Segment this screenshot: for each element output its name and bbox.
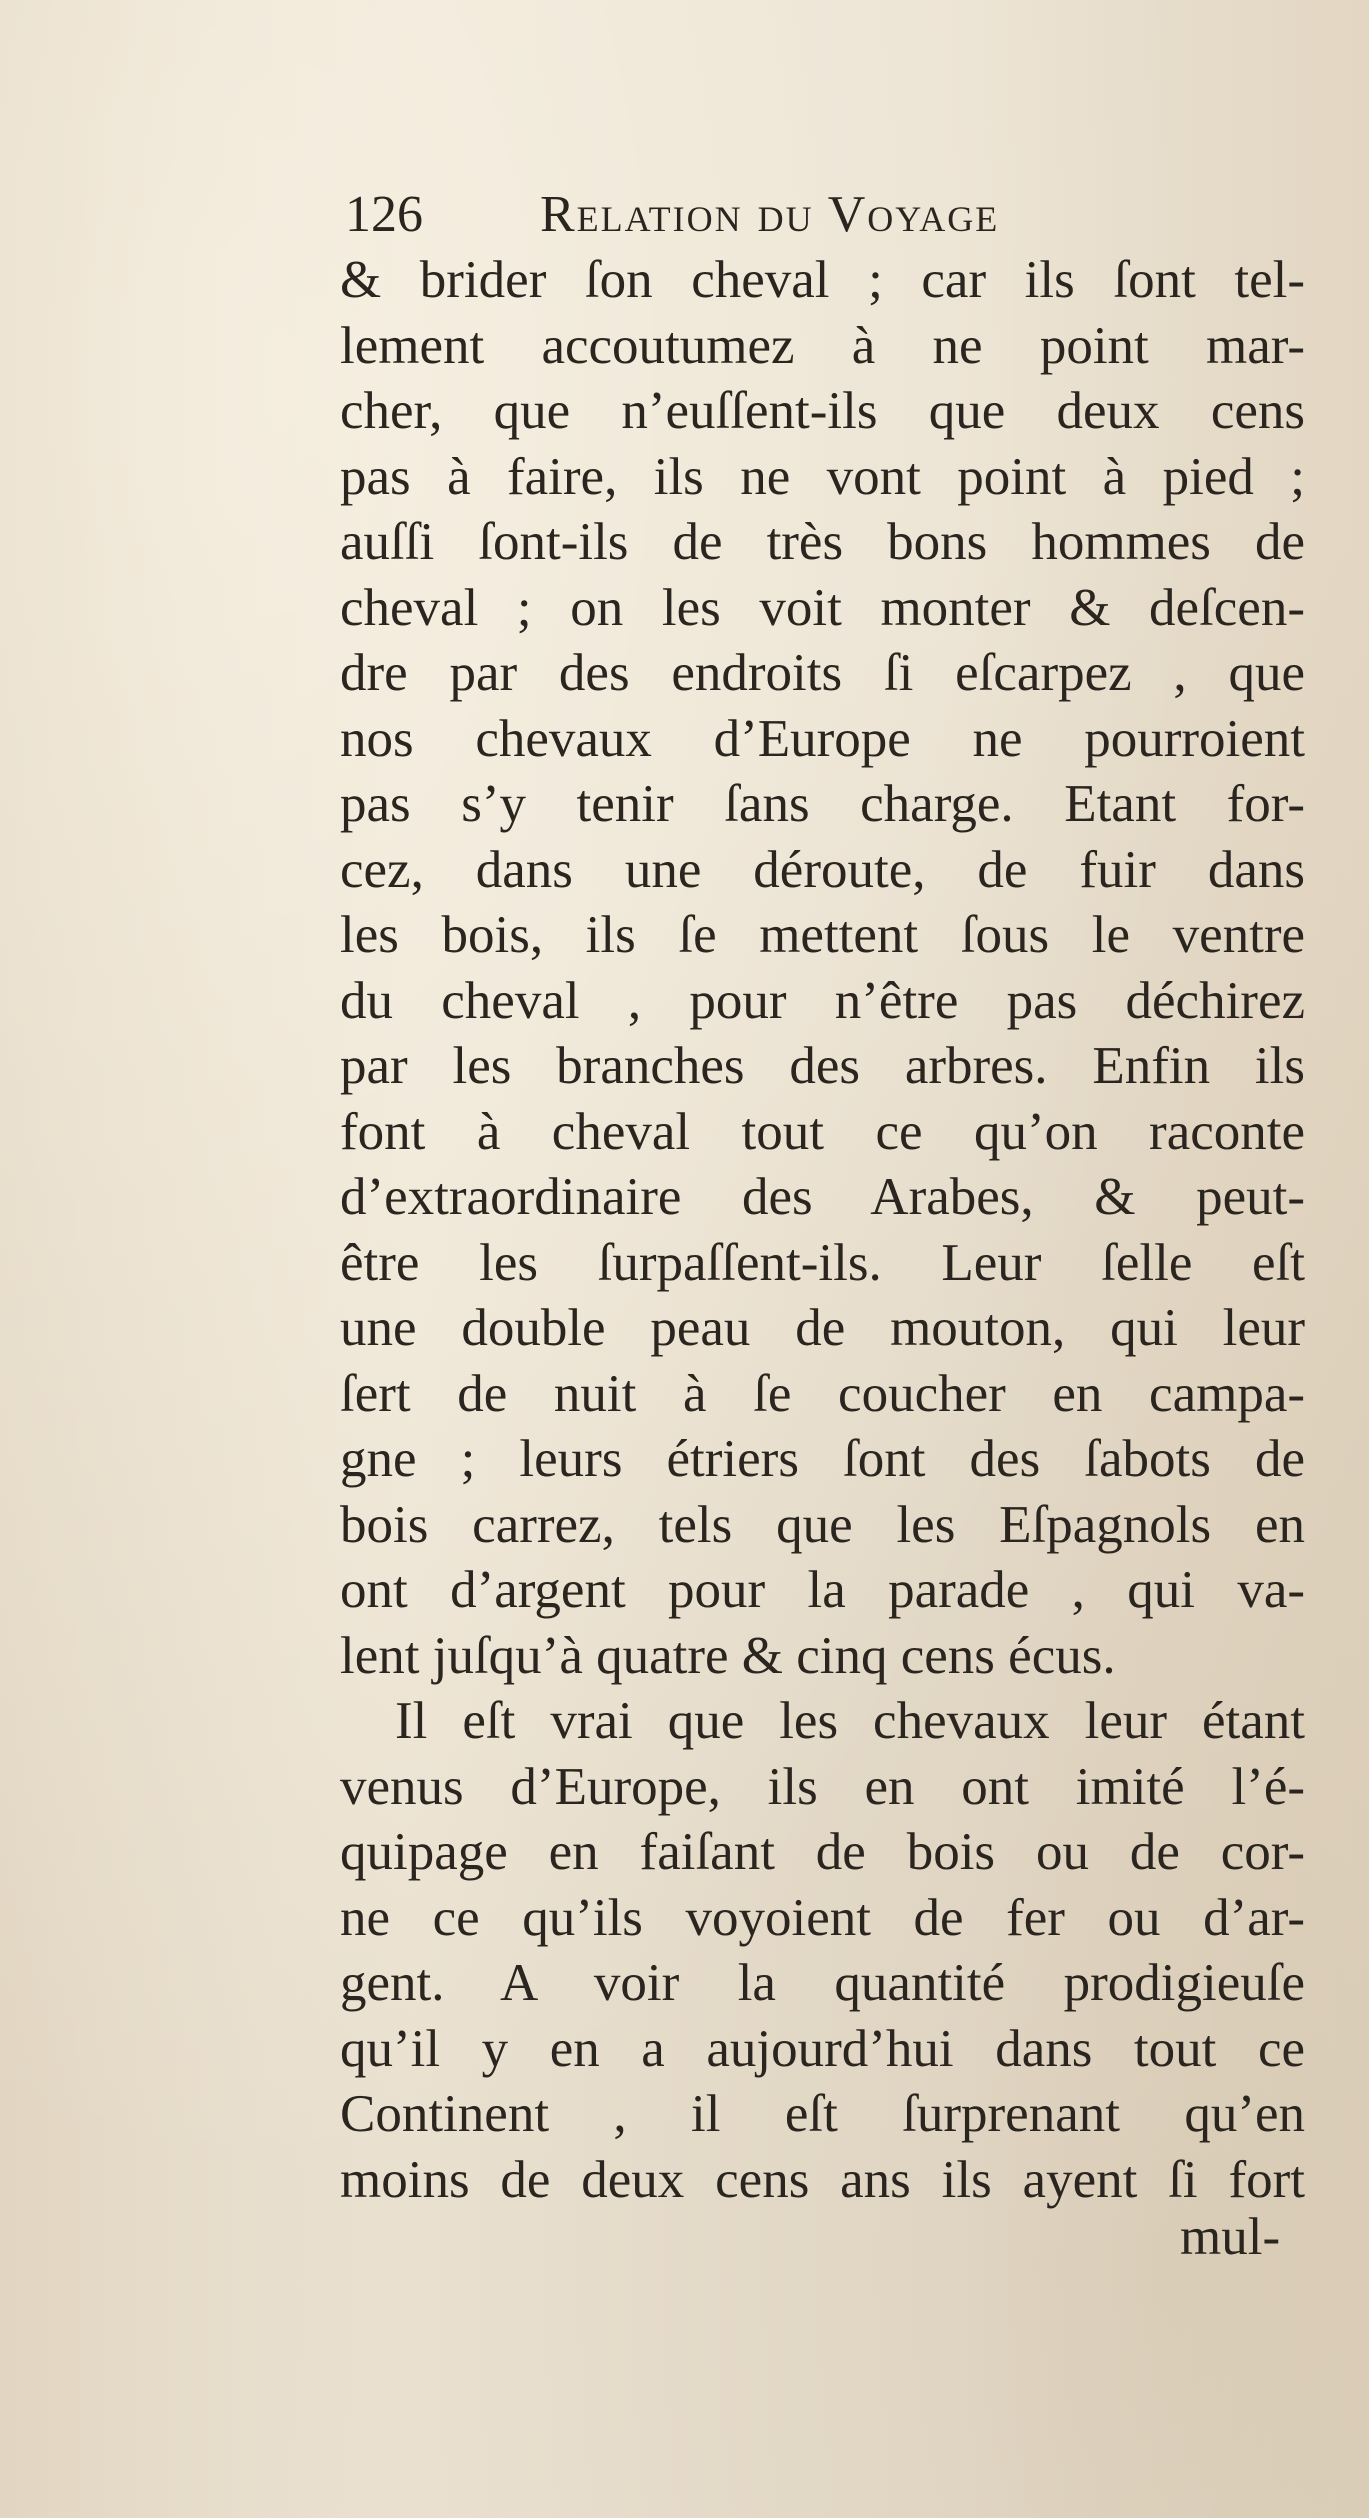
- text-line: font à cheval tout ce qu’on raconte: [340, 1102, 1305, 1161]
- text-line: les bois, ils ſe mettent ſous le ventre: [340, 906, 1305, 964]
- text-line: Continent , il eſt ſurprenant qu’en: [340, 2085, 1305, 2143]
- text-line: qu’il y en a aujourd’hui dans tout ce: [340, 2019, 1305, 2078]
- text-line: cheval ; on les voit monter & deſcen-: [340, 578, 1305, 637]
- text-line: être les ſurpaſſent-ils. Leur ſelle eſt: [340, 1233, 1305, 1292]
- text-line: lement accoutumez à ne point mar-: [340, 316, 1305, 375]
- text-line: ſert de nuit à ſe coucher en campa-: [340, 1364, 1305, 1423]
- text-line: & brider ſon cheval ; car ils ſont tel-: [340, 251, 1305, 309]
- running-title: Relation du Voyage: [540, 186, 1000, 243]
- page-header: [345, 180, 1285, 250]
- text-line: dre par des endroits ſi eſcarpez , que: [340, 644, 1305, 702]
- text-line: quipage en faiſant de bois ou de cor-: [340, 1823, 1305, 1881]
- text-line: cez, dans une déroute, de fuir dans: [340, 840, 1305, 899]
- text-line: cher, que n’euſſent-ils que deux cens: [340, 382, 1305, 440]
- text-line: du cheval , pour n’être pas déchirez: [340, 971, 1305, 1030]
- paragraph-start-line: Il eſt vrai que les chevaux leur étant: [395, 1692, 1305, 1750]
- catchword: mul-: [1180, 2208, 1281, 2266]
- text-line: bois carrez, tels que les Eſpagnols en: [340, 1495, 1305, 1554]
- body-text: [340, 248, 1305, 2213]
- text-line: venus d’Europe, ils en ont imité l’é-: [340, 1757, 1305, 1816]
- text-line: gent. A voir la quantité prodigieuſe: [340, 1954, 1305, 2012]
- text-line: lent juſqu’à quatre & cinq cens écus.: [340, 1626, 1116, 1685]
- text-line: pas s’y tenir ſans charge. Etant for-: [340, 775, 1305, 833]
- text-line: moins de deux cens ans ils ayent ſi fort: [340, 2150, 1305, 2209]
- text-line: une double peau de mouton, qui leur: [340, 1299, 1305, 1357]
- text-line: pas à faire, ils ne vont point à pied ;: [340, 447, 1305, 506]
- text-line: auſſi ſont-ils de très bons hommes de: [340, 513, 1305, 571]
- text-line: gne ; leurs étriers ſont des ſabots de: [340, 1430, 1305, 1488]
- text-line: ont d’argent pour la parade , qui va-: [340, 1561, 1305, 1619]
- text-line: par les branches des arbres. Enfin ils: [340, 1037, 1305, 1095]
- text-line: ne ce qu’ils voyoient de fer ou d’ar-: [340, 1888, 1305, 1947]
- text-line: d’extraordinaire des Arabes, & peut-: [340, 1168, 1305, 1226]
- page-number: 126: [345, 186, 423, 243]
- text-line: nos chevaux d’Europe ne pourroient: [340, 709, 1305, 768]
